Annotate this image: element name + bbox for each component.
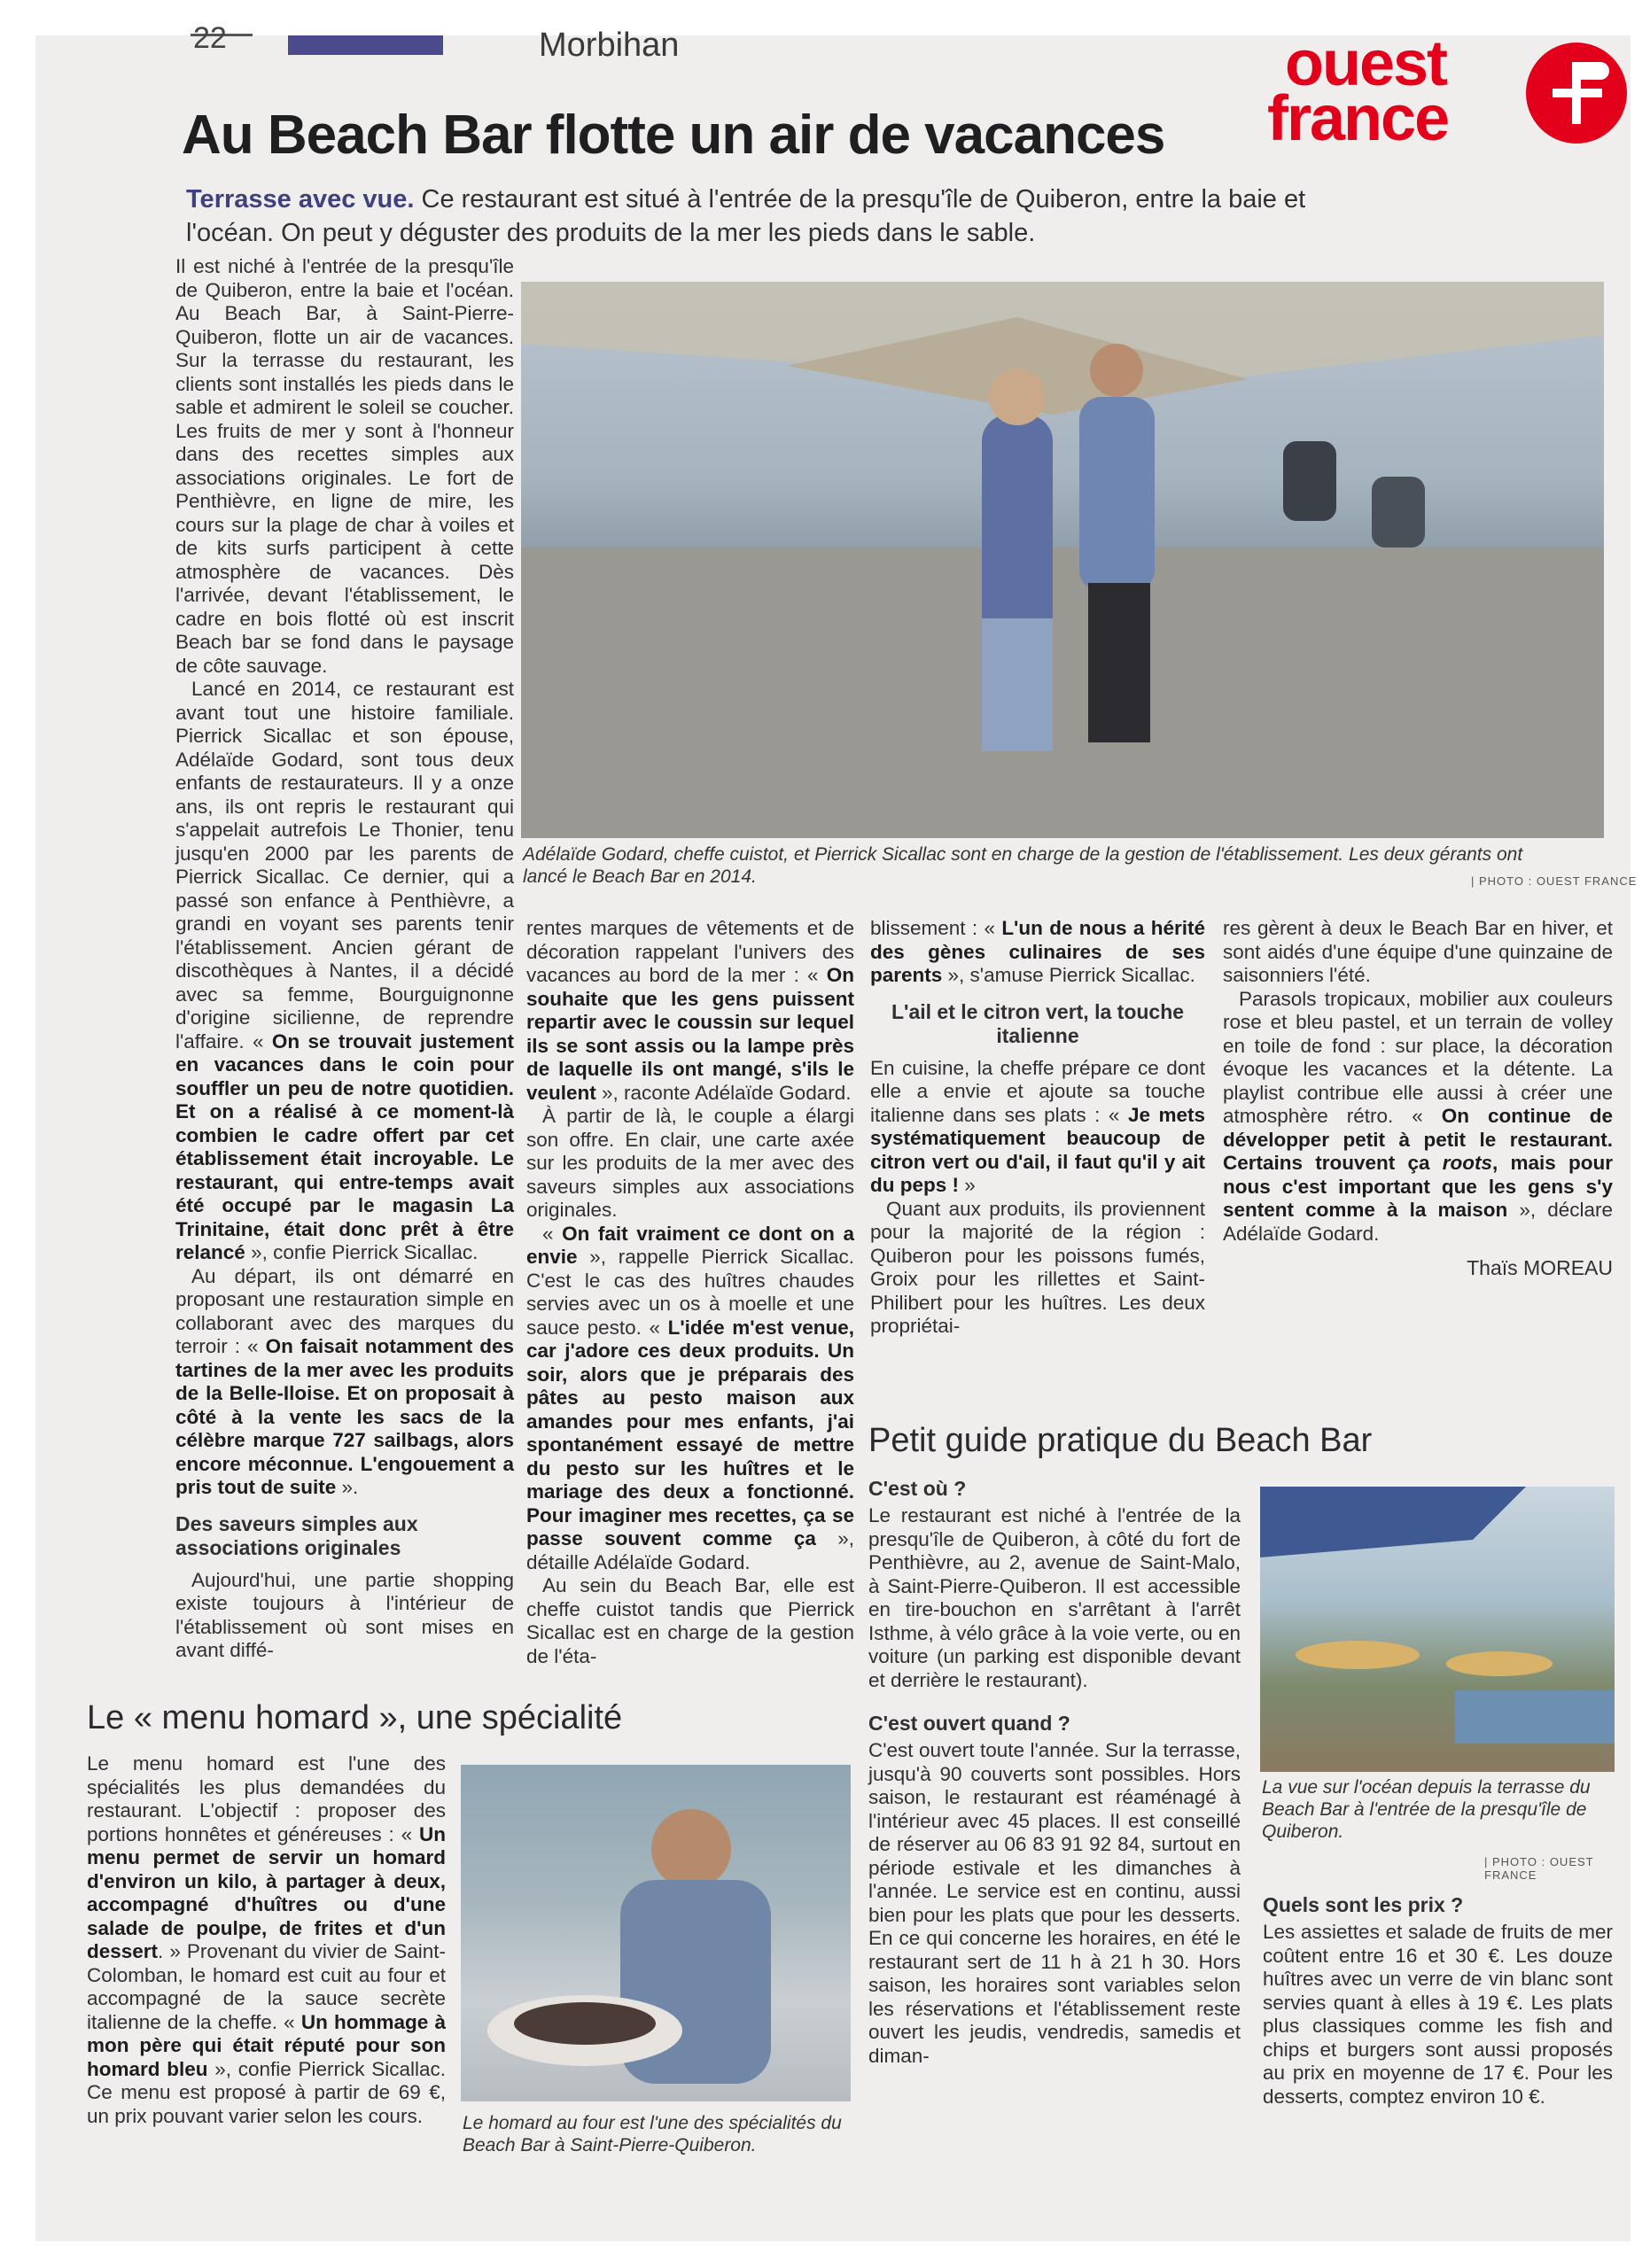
col3-paragraph-3: Quant aux produits, ils proviennent pour la majorité de la région : Quiberon pour les poissons fumés, Groix pour les rillettes et Saint-Philibert pour les huîtres. Les deux propriétai- (870, 1197, 1205, 1337)
guide-question-prices: Quels sont les prix ? (1263, 1893, 1464, 1916)
owners-photo-credit: | PHOTO : OUEST FRANCE (1471, 874, 1638, 888)
article-column-4 (1223, 917, 1613, 1280)
col2-paragraph-3: « On fait vraiment ce dont on a envie », rappelle Pierrick Sicallac. C'est le cas des huîtres chaudes servies avec un os à moelle et une sauce pesto. « L'idée m'est venue, car j'adore ces deux produits. Un soir, alors que je préparais des pâtes au pesto maison aux amandes pour mes enfants, j'ai spontanément essayé de mettre du pesto sur les huîtres et le mariage des deux a fonctionné. Pour imaginer mes recettes, ça se passe souvent comme ça », détaille Adélaïde Godard. (526, 1222, 854, 1573)
owners-photo-caption: Adélaïde Godard, cheffe cuistot, et Pierrick Sicallac sont en charge de la gestion de l'établissement. Les deux gérants ont lancé le Beach Bar en 2014. (523, 844, 1523, 887)
col1-paragraph-3: Au départ, ils ont démarré en proposant une restauration simple en collaborant avec des marques du terroir : « On faisait notamment des tartines de la mer avec les produits de la Belle-Iloise. Et on proposait à côté à la vente les sacs de la célèbre marque 727 sailbags, alors encore méconnue. L'engouement a pris tout de suite ». (175, 1264, 514, 1498)
col2-paragraph-4: Au sein du Beach Bar, elle est cheffe cuistot tandis que Pierrick Sicallac est en charge de la gestion de l'éta- (526, 1574, 854, 1667)
col1-paragraph-1: Il est niché à l'entrée de la presqu'île de Quiberon, entre la baie et l'océan. Au Beach Bar, à Saint-Pierre-Quiberon, flotte un air de vacances. Sur la terrasse du restaurant, les clients sont installés les pieds dans le sable et admirent le soleil se coucher. Les fruits de mer y sont à l'honneur dans des recettes simples aux associations originales. Le fort de Penthièvre, en ligne de mire, les cours sur la plage de char à voiles et de kits surfs participent à cette atmosphère de vacances. Dès l'arrivée, devant l'établissement, le cadre en bois flotté où est inscrit Beach bar se fond dans le paysage de côte sauvage. (175, 255, 514, 677)
article-photo-owners (521, 282, 1604, 838)
guide-photo-caption: La vue sur l'océan depuis la terrasse du Beach Bar à l'entrée de la presqu'île de Quiberon. (1262, 1777, 1591, 1842)
section-title: Morbihan (539, 27, 680, 64)
article-column-1 (175, 255, 514, 1663)
col1-paragraph-4: Aujourd'hui, une partie shopping existe toujours à l'intérieur de l'établissement où sont mises en avant diffé- (175, 1568, 514, 1661)
menu-photo-caption: Le homard au four est l'une des spécialités du Beach Bar à Saint-Pierre-Quiberon. (463, 2113, 842, 2155)
col2-paragraph-2: À partir de là, le couple a élargi son offre. En clair, une carte axée sur les produits de la mer avec des saveurs simples aux associations originales. (526, 1105, 854, 1221)
guide-title: Petit guide pratique du Beach Bar (868, 1422, 1373, 1459)
col3-paragraph-1: blissement : « L'un de nous a hérité des gènes culinaires de ses parents », s'amuse Pierrick Sicallac. (870, 917, 1205, 986)
page-number: 22 (193, 21, 227, 55)
section-tag (288, 35, 443, 55)
guide-photo-credit: | PHOTO : OUEST FRANCE (1484, 1855, 1594, 1882)
guide-question-where: C'est où ? (868, 1477, 967, 1500)
article-title: Au Beach Bar flotte un air de vacances (182, 105, 1165, 166)
guide-answer-prices: Les assiettes et salade de fruits de mer coûtent entre 16 et 30 €. Les douze huîtres avec un verre de vin blanc sont servies quant à elles à 19 €. Les plats plus classiques comme les fish and chips et burgers sont aussi proposés au prix en moyenne de 17 €. Pour les desserts, comptez environ 10 €. (1263, 1921, 1613, 2108)
col2-paragraph-1: rentes marques de vêtements et de décoration rappelant l'univers des vacances au bord de la mer : « On souhaite que les gens puissent repartir avec le coussin sur lequel ils se sont assis ou la lampe près de laquelle ils ont mangé, s'ils le veulent », raconte Adélaïde Godard. (526, 917, 854, 1104)
owners-terrace-illustration (521, 282, 1604, 838)
guide-answer-when: C'est ouvert toute l'année. Sur la terrasse, jusqu'à 90 couverts sont possibles. Hors saison, le restaurant est réaménagé à l'intérieur avec 45 places. Il est conseillé de réserver au 06 83 91 92 84, surtout en période estivale et les dimanches à l'année. Le service est en continu, aussi bien pour les plats que pour les desserts. En ce qui concerne les horaires, en été le restaurant sert de 11 h à 21 h 30. Hors saison, les horaires sont variables selon les réservations et l'établissement reste ouvert les jeudis, vendredis, samedis et diman- (868, 1739, 1241, 2067)
ouest-france-emblem-icon (1526, 43, 1628, 144)
menu-column (87, 1752, 446, 2128)
col4-paragraph-1: res gèrent à deux le Beach Bar en hiver, et sont aidés d'une équipe d'une quinzaine de saisonniers l'été. (1223, 917, 1613, 986)
guide-photo-ocean-view (1260, 1487, 1615, 1772)
author-signature: Thaïs MOREAU (1467, 1256, 1613, 1279)
col1-paragraph-2: Lancé en 2014, ce restaurant est avant tout une histoire familiale. Pierrick Sicallac et son épouse, Adélaïde Godard, sont tous deux enfants de restaurateurs. Il y a onze ans, ils ont repris le restaurant qui s'appelait autrefois Le Thonier, tenu jusqu'en 2000 par les parents de Pierrick Sicallac. Ce dernier, qui a passé son enfance à Penthièvre, a grandi en voyant ses parents tenir l'établissement. Ancien gérant de discothèques à Nantes, il a décidé avec sa femme, Bourguignonne d'origine sicilienne, de reprendre l'affaire. « On se trouvait justement en vacances dans le coin pour souffler un peu de notre quotidien. Et on a réalisé à ce moment-là combien le cadre offert par cet établissement était incroyable. Le restaurant, qui entre-temps avait été occupé par le magasin La Trinitaine, était donc prêt à être relancé », confie Pierrick Sicallac. (175, 678, 514, 1263)
lead-text: Ce restaurant est situé à l'entrée de la presqu'île de Quiberon, entre la baie et l'océan. On peut y déguster des produits de la mer les pieds dans le sable. (186, 185, 1306, 247)
article-column-2 (526, 917, 854, 1668)
menu-title: Le « menu homard », une spécialité (87, 1699, 623, 1736)
lead-label: Terrasse avec vue. (186, 185, 415, 214)
guide-answer-where: Le restaurant est niché à l'entrée de la presqu'île de Quiberon, à côté du fort de Penthièvre, au 2, avenue de Saint-Malo, à Saint-Pierre-Quiberon. Il est accessible en tire-bouchon en s'arrêtant à l'arrêt Isthme, à vélo grâce à la voie verte, ou en voiture (un parking est disponible devant et derrière le restaurant). (868, 1504, 1241, 1691)
col4-paragraph-2: Parasols tropicaux, mobilier aux couleurs rose et bleu pastel, et un terrain de volley en toile de fond : sur place, la décoration évoque les vacances et la détente. La playlist contribue elle aussi à créer une atmosphère rétro. « On continue de développer petit à petit le restaurant. Certains trouvent ça roots, mais pour nous c'est important que les gens s'y sentent comme à la maison », déclare Adélaïde Godard. (1223, 987, 1614, 1245)
guide-column (868, 1466, 1241, 2068)
col3-paragraph-2: En cuisine, la cheffe prépare ce dont elle a envie et ajoute sa touche italienne dans ses plats : « Je mets systématiquement beaucoup de citron vert ou d'ail, il faut qu'il y ait du peps ! » (870, 1056, 1205, 1196)
terrace-ocean-illustration (1260, 1487, 1615, 1772)
chef-lobster-illustration (461, 1765, 851, 2101)
col3-subheading: L'ail et le citron vert, la touche italienne (891, 999, 1185, 1047)
logo-line-1: ouest (1285, 28, 1447, 99)
article-lead (186, 183, 1329, 250)
col1-subheading: Des saveurs simples aux associations originales (175, 1511, 418, 1559)
logo-line-2: france (1267, 83, 1449, 154)
guide-question-when: C'est ouvert quand ? (868, 1712, 1070, 1735)
guide-prices (1263, 1883, 1613, 2109)
menu-photo-lobster (461, 1765, 851, 2101)
ouest-france-logo (1267, 28, 1639, 168)
menu-paragraph: Le menu homard est l'une des spécialités les plus demandées du restaurant. L'objectif : proposer des portions honnêtes et généreuses : « Un menu permet de servir un homard d'environ un kilo, à partager à deux, accompagné d'huîtres ou d'une salade de poulpe, de frites et d'un dessert. » Provenant du vivier de Saint-Colomban, le homard est cuit au four et accompagné de la sauce secrète italienne de la cheffe. « Un hommage à mon père qui était réputé pour son homard bleu », confie Pierrick Sicallac. Ce menu est proposé à partir de 69 €, un prix pouvant varier selon les cours. (87, 1752, 446, 2127)
article-column-3 (870, 917, 1205, 1339)
